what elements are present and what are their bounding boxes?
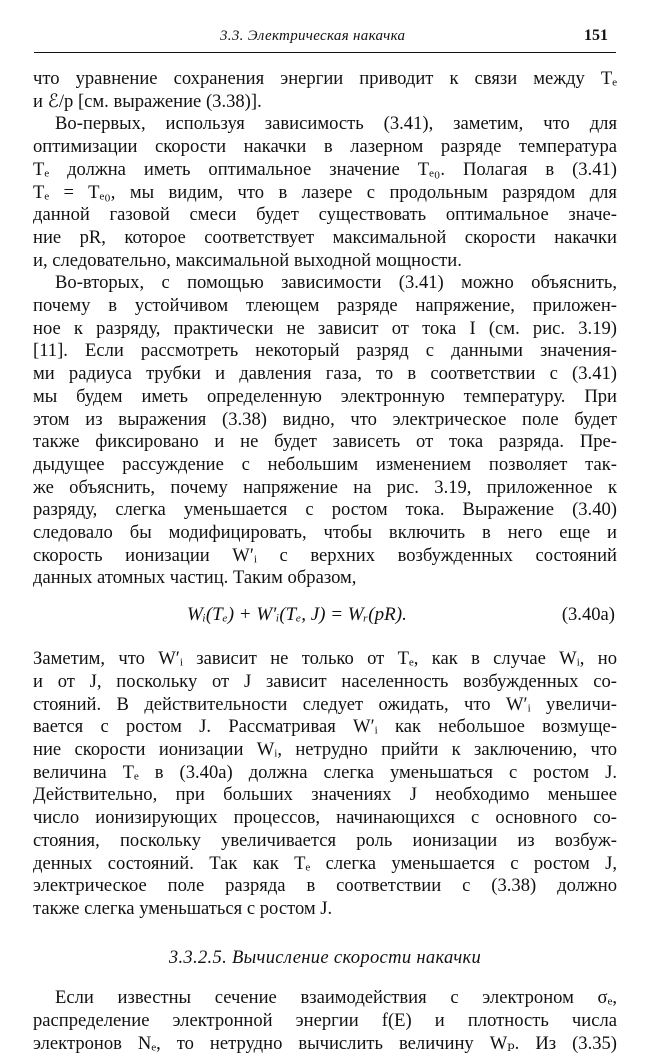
text-line: стояний. В действительности следует ожидать, что W′ᵢ увеличи- <box>33 693 617 715</box>
page-body <box>33 68 617 1055</box>
paragraph-4 <box>33 648 617 920</box>
text-line: ное к разряду, практически не зависит от тока I (см. рис. 3.19) <box>33 317 617 339</box>
text-line: и от J, поскольку от J зависит населенность возбужденных со- <box>33 670 617 692</box>
text-line: число ионизирующих процессов, начинающихся с основного со- <box>33 807 617 829</box>
text-line: же объяснить, почему напряжение на рис. 3.19, приложенное к <box>33 476 617 498</box>
text-line: также слегка уменьшаться с ростом J. <box>33 897 333 919</box>
text-line: Если известны сечение взаимодействия с электроном σₑ, <box>55 987 617 1009</box>
text-line: дыдущее рассуждение с небольшим изменением позволяет так- <box>33 453 617 475</box>
text-line: Заметим, что W′ᵢ зависит не только от Tₑ, как в случае Wᵢ, но <box>33 648 617 670</box>
text-line: что уравнение сохранения энергии приводит к связи между Tₑ <box>33 68 617 89</box>
text-line: также фиксировано и не будет зависеть от тока разряда. Пре- <box>33 431 617 453</box>
text-line: оптимизации скорости накачки в лазерном разряде температура <box>33 136 617 158</box>
text-line: Действительно, при больших значениях J необходимо меньшее <box>33 784 617 806</box>
text-line: распределение электронной энергии f(E) и плотность числа <box>33 1010 617 1032</box>
equation-text: Wᵢ(Tₑ) + W′ᵢ(Tₑ, J) = Wᵣ(pR). <box>187 604 407 626</box>
equation-3-40a <box>33 594 617 640</box>
text-line: электрическое поле разряда в соответствии с (3.38) должно <box>33 875 617 897</box>
text-line: Tₑ должна иметь оптимальное значение Tₑ₀. Полагая в (3.41) <box>33 158 617 180</box>
text-line: этом из выражения (3.38) видно, что электрическое поле будет <box>33 408 617 430</box>
text-line: и, следовательно, максимальной выходной мощности. <box>33 249 462 271</box>
section-header-title: 3.3. Электрическая накачка <box>220 28 406 44</box>
text-line: и ℰ/p [см. выражение (3.38)]. <box>33 90 262 112</box>
paragraph-5 <box>33 987 617 1055</box>
paragraph-1 <box>33 68 617 113</box>
text-line: данных атомных частиц. Таким образом, <box>33 567 357 589</box>
paragraph-3 <box>33 272 617 590</box>
text-line: мы будем иметь определенную электронную температуру. При <box>33 385 617 407</box>
text-line: ми радиуса трубки и давления газа, то в соответствии с (3.41) <box>33 363 617 385</box>
text-line: Во-первых, используя зависимость (3.41), заметим, что для <box>55 113 617 135</box>
running-header <box>34 22 616 53</box>
text-line: вается с ростом J. Рассматривая W′ᵢ как небольшое возмуще- <box>33 716 617 738</box>
text-line: разряду, слегка уменьшается с ростом тока. Выражение (3.40) <box>33 499 617 521</box>
text-line: следовало бы модифицировать, чтобы включить в него еще и <box>33 522 617 544</box>
text-line: почему в устойчивом тлеющем разряде напряжение, приложен- <box>33 295 617 317</box>
text-line: ние pR, которое соответствует максимальной скорости накачки <box>33 226 617 248</box>
text-line: величина Tₑ в (3.40a) должна слегка уменьшаться с ростом J. <box>33 761 617 783</box>
text-line: ние скорости ионизации Wᵢ, нетрудно прийти к заключению, что <box>33 738 617 760</box>
text-line: скорость ионизации W′ᵢ с верхних возбужденных состояний <box>33 544 617 566</box>
paragraph-2 <box>33 113 617 272</box>
text-line: денных состояний. Так как Tₑ слегка уменьшается с ростом J, <box>33 852 617 874</box>
text-line: электронов Nₑ, то нетрудно вычислить величину Wₚ. Из (3.35) <box>33 1032 617 1054</box>
page-number: 151 <box>584 27 608 44</box>
text-line: данной газовой смеси будет существовать оптимальное значе- <box>33 204 617 226</box>
section-heading: 3.3.2.5. Вычисление скорости накачки <box>168 946 482 968</box>
text-line: [11]. Если рассмотреть некоторый разряд с данными значения- <box>33 340 617 362</box>
text-line: Во-вторых, с помощью зависимости (3.41) можно объяснить, <box>55 272 617 294</box>
equation-number: (3.40a) <box>561 604 615 626</box>
text-line: стояния, поскольку увеличивается роль ионизации из возбуж- <box>33 829 617 851</box>
text-line: Tₑ = Tₑ₀, мы видим, что в лазере с продольным разрядом для <box>33 181 617 203</box>
